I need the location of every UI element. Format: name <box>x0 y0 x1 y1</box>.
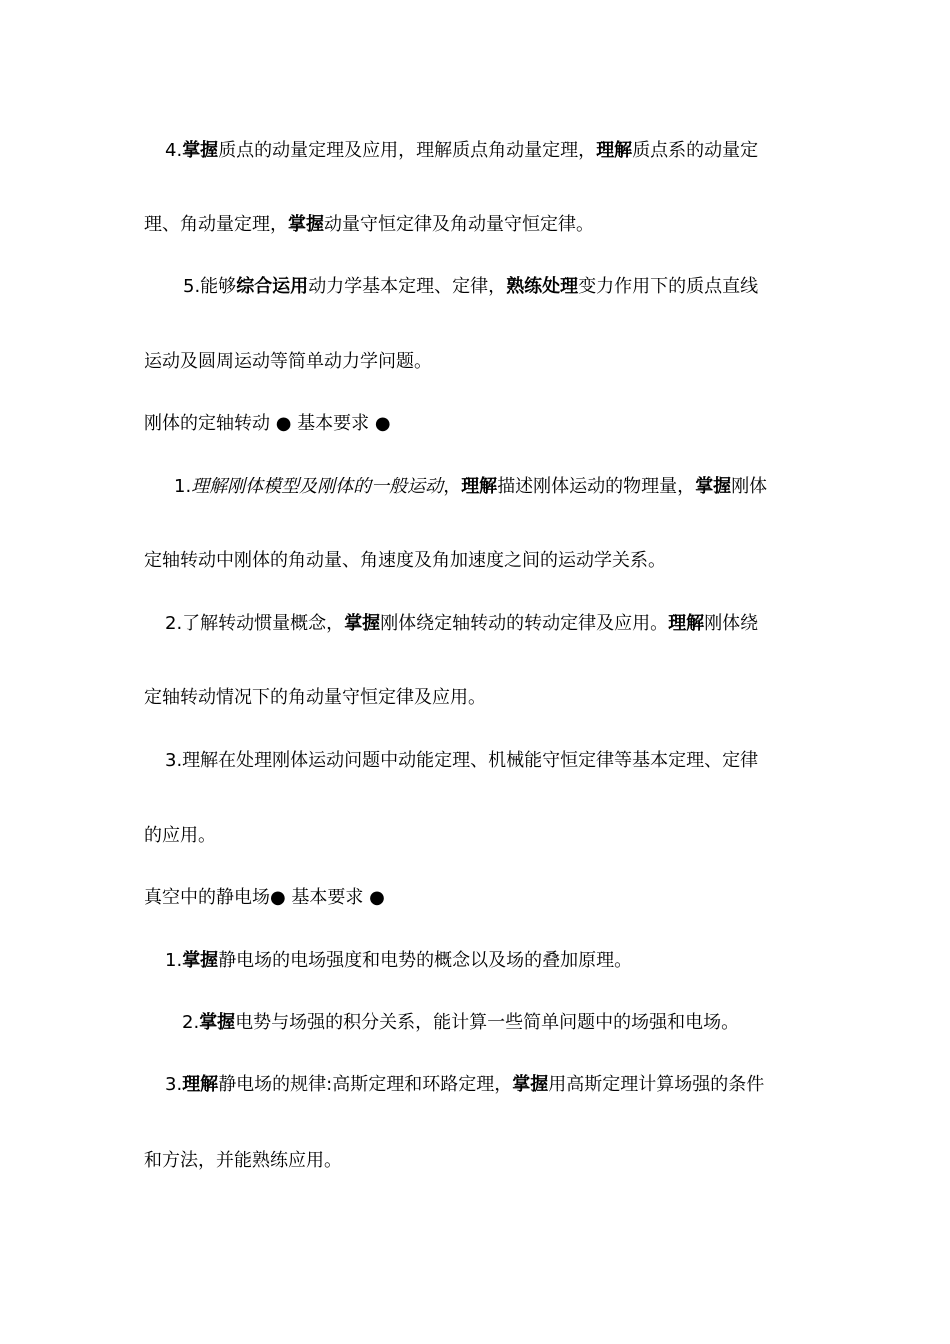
text-run: 2. <box>182 1012 200 1033</box>
paragraph-line <box>165 749 758 773</box>
emphasis-text: 掌握 <box>344 613 381 634</box>
text-run: 描述刚体运动的物理量， <box>497 476 696 497</box>
text-run: 用高斯定理计算场强的条件 <box>548 1074 765 1095</box>
section-heading: 真空中的静电场● 基本要求 ● <box>144 887 385 908</box>
paragraph-line <box>144 824 216 848</box>
text-run: 刚体绕定轴转动的转动定律及应用。 <box>380 613 669 634</box>
emphasis-text: 理解 <box>461 476 498 497</box>
text-run: 1. <box>165 950 183 971</box>
text-run: 动量守恒定律及角动量守恒定律。 <box>324 214 594 235</box>
paragraph-line <box>182 1011 739 1035</box>
emphasis-text: 掌握 <box>288 214 324 235</box>
text-run: 4. <box>165 140 183 161</box>
paragraph-line <box>144 350 432 374</box>
text-run: 3.理解在处理刚体运动问题中动能定理、机械能守恒定律等基本定理、定律 <box>165 750 759 771</box>
paragraph-line <box>165 1073 764 1097</box>
paragraph-line <box>165 612 758 636</box>
italic-text: 理解刚体模型及刚体的一般运动 <box>191 476 444 497</box>
paragraph-line <box>174 475 767 499</box>
emphasis-text: 理解 <box>596 140 633 161</box>
text-run: 运动及圆周运动等简单动力学问题。 <box>144 351 432 372</box>
text-run: 的应用。 <box>144 825 216 846</box>
text-run: 刚体 <box>731 476 768 497</box>
text-run: 静电场的规律:高斯定理和环路定理， <box>218 1074 513 1095</box>
text-run: ， <box>443 476 462 497</box>
text-run: 2.了解转动惯量概念， <box>165 613 345 634</box>
text-run: 1. <box>174 476 192 497</box>
text-run: 定轴转动中刚体的角动量、角速度及角加速度之间的运动学关系。 <box>144 550 666 571</box>
text-run: 3. <box>165 1074 183 1095</box>
emphasis-text: 掌握 <box>199 1012 236 1033</box>
emphasis-text: 理解 <box>668 613 705 634</box>
text-run: 理、角动量定理， <box>144 214 288 235</box>
emphasis-text: 综合运用 <box>236 276 309 297</box>
emphasis-text: 掌握 <box>512 1074 549 1095</box>
text-run: 定轴转动情况下的角动量守恒定律及应用。 <box>144 687 486 708</box>
text-run: 刚体绕 <box>704 613 759 634</box>
text-run: 电势与场强的积分关系，能计算一些简单问题中的场强和电场。 <box>235 1012 740 1033</box>
paragraph-line <box>144 213 594 237</box>
section-heading: 刚体的定轴转动 ● 基本要求 ● <box>144 413 391 434</box>
text-run: 静电场的电场强度和电势的概念以及场的叠加原理。 <box>218 950 633 971</box>
text-run: 5.能够 <box>183 276 237 297</box>
emphasis-text: 熟练处理 <box>506 276 579 297</box>
emphasis-text: 掌握 <box>695 476 732 497</box>
paragraph-line <box>183 275 758 299</box>
paragraph-line <box>165 949 632 973</box>
paragraph-line <box>144 549 666 573</box>
emphasis-text: 理解 <box>182 1074 219 1095</box>
emphasis-text: 掌握 <box>182 140 219 161</box>
text-run: 动力学基本定理、定律， <box>308 276 507 297</box>
paragraph-line <box>144 1149 342 1173</box>
text-run: 质点系的动量定 <box>632 140 759 161</box>
paragraph-line <box>144 686 486 710</box>
text-run: 和方法，并能熟练应用。 <box>144 1150 342 1171</box>
text-run: 质点的动量定理及应用，理解质点角动量定理， <box>218 140 597 161</box>
paragraph-line <box>165 139 758 163</box>
emphasis-text: 掌握 <box>182 950 219 971</box>
text-run: 变力作用下的质点直线 <box>578 276 759 297</box>
